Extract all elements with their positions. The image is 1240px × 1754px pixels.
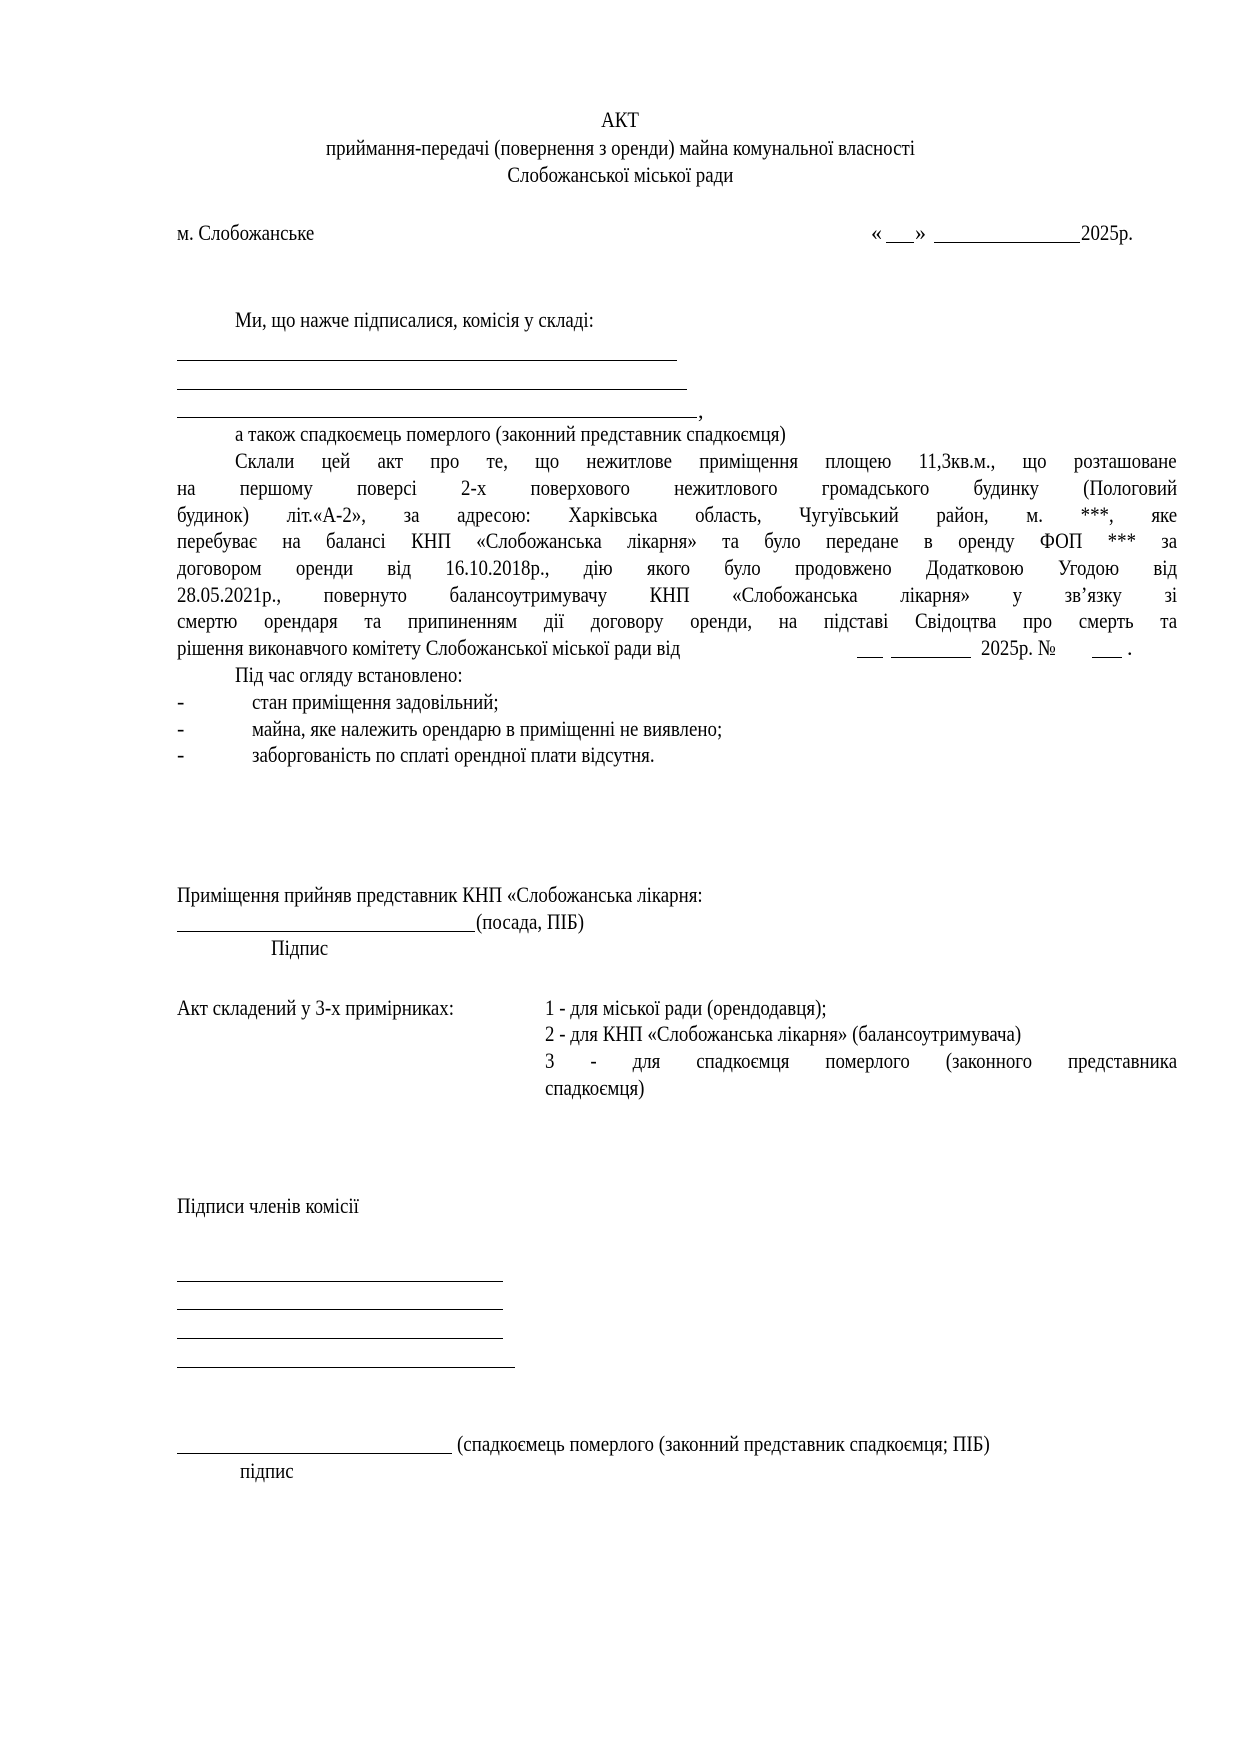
body-line-8: рішення виконавчого комітету Слобожанської міської ради від [177, 635, 681, 660]
date-year: 2025р. [1081, 220, 1134, 245]
body-line-4: перебуває на балансі КНП «Слобожанська лікарня» та було передане в оренду ФОП *** за [177, 528, 1178, 553]
accepted-by-hint: (посада, ПІБ) [476, 909, 584, 934]
body-line-2: на першому поверсі 2-х поверхового нежитлового громадського будинку (Пологовий [177, 475, 1178, 500]
accepted-by-blank[interactable] [177, 931, 475, 932]
finding-item: заборгованість по сплаті орендної плати відсутня. [252, 742, 655, 767]
accepted-by-sign-label: Підпис [271, 935, 329, 960]
body-line-3: будинок) літ.«А-2», за адресою: Харківська область, Чугуївський район, м. ***, яке [177, 502, 1178, 527]
body-line-1: Склали цей акт про те, що нежитлове приміщення площею 11,3кв.м., що розташоване [235, 448, 1177, 473]
decision-year: 2025р. № [981, 635, 1056, 660]
document-subtitle-council: Слобожанської міської ради [507, 162, 733, 187]
member-line-2[interactable] [177, 389, 687, 390]
copy-item: 2 - для КНП «Слобожанська лікарня» (балансоутримувача) [545, 1021, 1022, 1046]
heir-signature-blank[interactable] [177, 1453, 452, 1454]
accepted-by-label: Приміщення прийняв представник КНП «Слобожанська лікарня: [177, 882, 703, 907]
findings-heading: Під час огляду встановлено: [235, 662, 463, 687]
finding-item: стан приміщення задовільний; [252, 689, 499, 714]
list-marker: - [177, 716, 185, 741]
commission-signature-line-3[interactable] [177, 1338, 503, 1339]
date-day-blank[interactable] [886, 242, 914, 243]
copy-item: 3 - для спадкоємця померлого (законного представника [545, 1048, 1178, 1073]
copies-label: Акт складений у 3-х примірниках: [177, 995, 454, 1020]
commission-signatures-label: Підписи членів комісії [177, 1193, 359, 1218]
heir-signature-label: підпис [240, 1458, 294, 1483]
decision-period: . [1127, 635, 1133, 660]
member-line-1[interactable] [177, 360, 677, 361]
copy-item: спадкоємця) [545, 1075, 645, 1100]
heir-signature-hint: (спадкоємець померлого (законний представник спадкоємця; ПІБ) [457, 1431, 990, 1456]
members-comma: , [698, 398, 704, 423]
intro-text: Ми, що нажче підписалися, комісія у складі: [235, 307, 594, 332]
document-subtitle: приймання-передачі (повернення з оренди) майна комунальної власності [325, 135, 915, 160]
body-line-6: 28.05.2021р., повернуто балансоутримувачу КНП «Слобожанська лікарня» у зв’язку зі [177, 582, 1178, 607]
list-marker: - [177, 689, 185, 714]
finding-item: майна, яке належить орендарю в приміщенні не виявлено; [252, 716, 723, 741]
heir-line: а також спадкоємець померлого (законний представник спадкоємця) [235, 421, 786, 446]
document-title: АКТ [601, 107, 639, 132]
date-close-quote: » [915, 220, 926, 245]
body-line-7: смертю орендаря та припиненням дії договору оренди, на підставі Свідоцтва про смерть та [177, 608, 1178, 633]
list-marker: - [177, 742, 185, 767]
commission-signature-line-1[interactable] [177, 1281, 503, 1282]
decision-number-blank[interactable] [1092, 657, 1122, 658]
decision-day-blank[interactable] [857, 657, 883, 658]
date-month-blank[interactable] [934, 242, 1080, 243]
place-of-issue: м. Слобожанське [177, 220, 315, 245]
date-open-quote: « [871, 220, 882, 245]
commission-signature-line-4[interactable] [177, 1367, 515, 1368]
commission-signature-line-2[interactable] [177, 1309, 503, 1310]
body-line-5: договором оренди від 16.10.2018р., дію якого було продовжено Додатковою Угодою від [177, 555, 1178, 580]
copy-item: 1 - для міської ради (орендодавця); [545, 995, 827, 1020]
member-line-3[interactable] [177, 417, 697, 418]
decision-month-blank[interactable] [891, 657, 971, 658]
